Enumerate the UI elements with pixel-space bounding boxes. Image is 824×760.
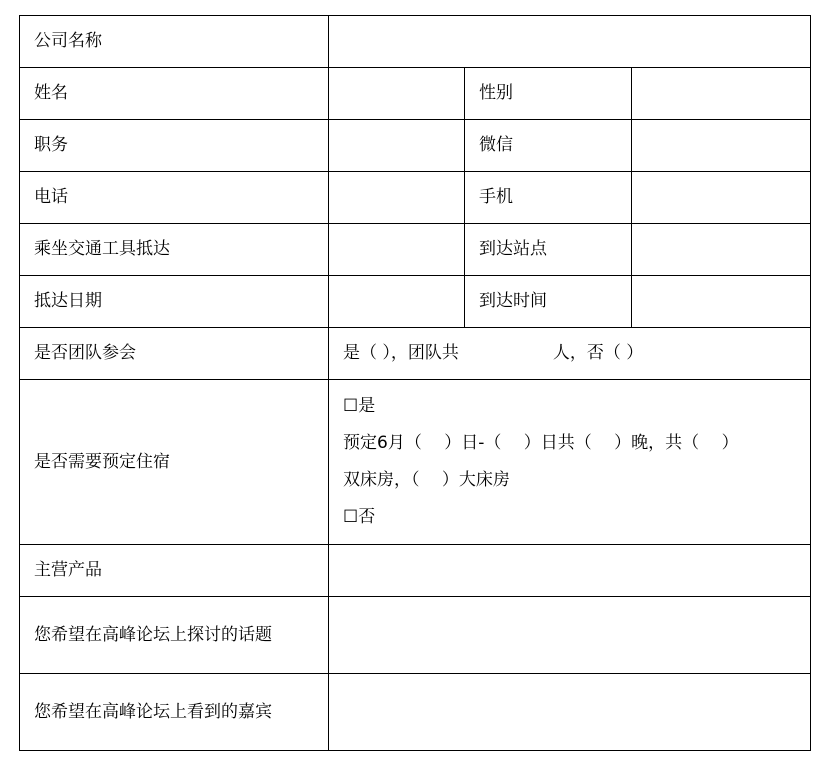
wechat-label: 微信: [465, 120, 632, 172]
row-arrival: [20, 276, 811, 328]
acc-dates-line: 预定6月（ ）日-（ ）日共（ ）晚，共（ ）: [343, 433, 739, 453]
arrival-time-label: 到达时间: [465, 276, 632, 328]
group-label: 是否团队参会: [20, 328, 329, 380]
product-label: 主营产品: [20, 545, 329, 597]
arrival-date-field[interactable]: [329, 276, 465, 328]
row-company: [20, 16, 811, 68]
name-label: 姓名: [20, 68, 329, 120]
topic-label: 您希望在高峰论坛上探讨的话题: [20, 597, 329, 674]
gender-field[interactable]: [632, 68, 811, 120]
transport-label: 乘坐交通工具抵达: [20, 224, 329, 276]
arrival-time-field[interactable]: [632, 276, 811, 328]
group-people-text: 人，否（ ）: [552, 343, 644, 364]
registration-form: [19, 15, 811, 751]
row-accommodation: [20, 380, 811, 545]
topic-field[interactable]: [329, 597, 811, 674]
position-field[interactable]: [329, 120, 465, 172]
row-group: [20, 328, 811, 380]
group-yes-text: 是（ ），团队共: [343, 343, 459, 364]
position-label: 职务: [20, 120, 329, 172]
acc-rooms-line: 双床房，（ ）大床房: [343, 470, 510, 490]
wechat-field[interactable]: [632, 120, 811, 172]
accommodation-field[interactable]: [329, 380, 811, 545]
acc-no-option[interactable]: ☐否: [343, 507, 376, 527]
row-guest: [20, 674, 811, 751]
gender-label: 性别: [465, 68, 632, 120]
row-transport: [20, 224, 811, 276]
mobile-label: 手机: [465, 172, 632, 224]
row-topic: [20, 597, 811, 674]
company-field[interactable]: [329, 16, 811, 68]
accommodation-label: 是否需要预定住宿: [20, 380, 329, 545]
guest-label: 您希望在高峰论坛上看到的嘉宾: [20, 674, 329, 751]
row-name: [20, 68, 811, 120]
arrival-date-label: 抵达日期: [20, 276, 329, 328]
acc-yes-option[interactable]: ☐是: [343, 396, 376, 416]
name-field[interactable]: [329, 68, 465, 120]
guest-field[interactable]: [329, 674, 811, 751]
group-field[interactable]: [329, 328, 811, 380]
phone-field[interactable]: [329, 172, 465, 224]
transport-field[interactable]: [329, 224, 465, 276]
product-field[interactable]: [329, 545, 811, 597]
row-position: [20, 120, 811, 172]
row-product: [20, 545, 811, 597]
row-phone: [20, 172, 811, 224]
mobile-field[interactable]: [632, 172, 811, 224]
station-label: 到达站点: [465, 224, 632, 276]
station-field[interactable]: [632, 224, 811, 276]
phone-label: 电话: [20, 172, 329, 224]
company-label: 公司名称: [20, 16, 329, 68]
